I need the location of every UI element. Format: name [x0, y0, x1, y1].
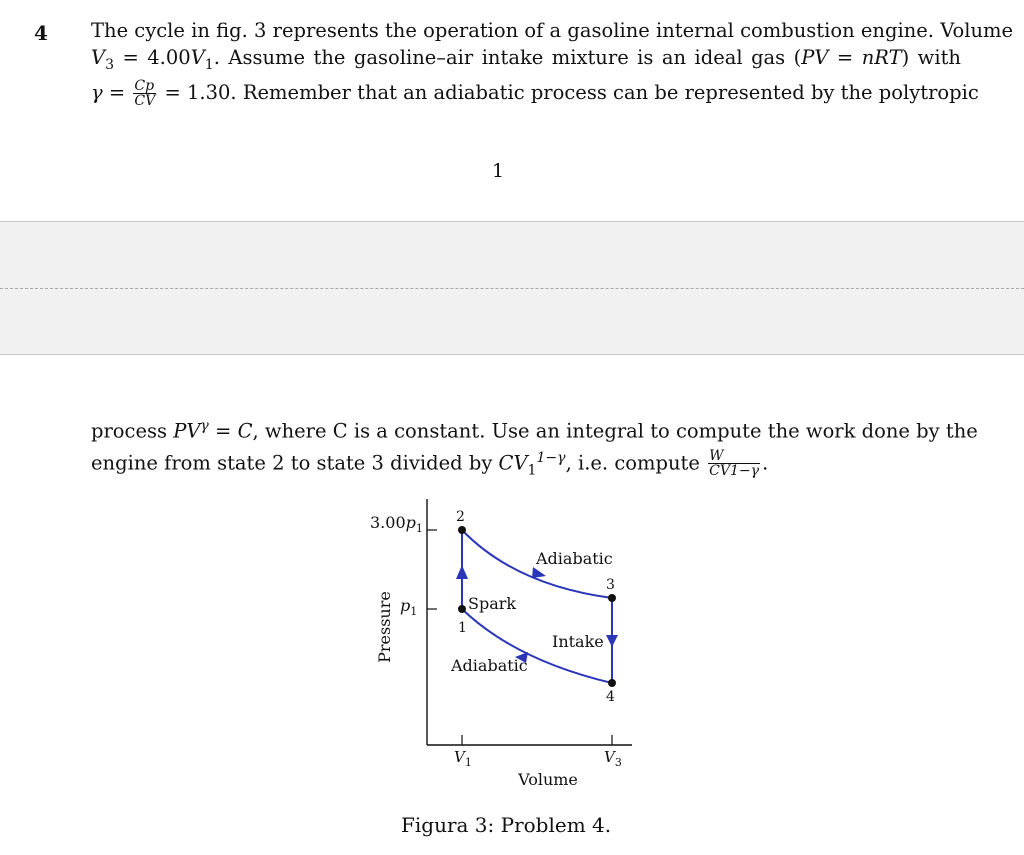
statement-line-5: engine from state 2 to state 3 divided by $CV_1^{1-\gamma}$, i.e. compute $\frac{W}{CV1-\gamma}$ .: [91, 447, 769, 479]
problem-number: 4: [34, 21, 48, 45]
state-label-2: 2: [456, 509, 465, 525]
statement-line-1: The cycle in fig. 3 represents the operation of a gasoline internal combustion engine. Volume: [91, 19, 1014, 42]
statement-line-4: process $PV^\gamma = C$, where C is a constant. Use an integral to compute the work done by the: [91, 418, 978, 443]
spark-arrow-icon: [456, 565, 468, 579]
state-point-2: [458, 526, 466, 534]
statement-line-3: γ = $\frac{Cp}{CV}$ = 1.30. Remember that an adiabatic process can be represented by the polytropic: [91, 77, 979, 109]
y-axis-label: Pressure: [375, 591, 394, 663]
state-point-1: [458, 605, 466, 613]
adiabatic-bottom-label: Adiabatic: [451, 656, 528, 675]
state-label-3: 3: [606, 577, 615, 593]
intake-arrow-icon: [606, 635, 618, 647]
y-tick-low-label: $p_1$: [400, 596, 418, 618]
y-tick-high-label: $3.00p_1$: [370, 513, 423, 535]
page-break-divider: [0, 288, 1024, 289]
state-point-3: [608, 594, 616, 602]
expansion-arrow-icon: [532, 567, 546, 578]
state-point-4: [608, 679, 616, 687]
statement-line-2: $V_3 = 4.00V_1$. Assume the gasoline–air intake mixture is an ideal gas (PV = nRT) with: [91, 46, 961, 73]
page-break: [0, 221, 1024, 355]
x-tick-left-label: $V_1$: [454, 748, 472, 769]
problem-statement-top: [91, 17, 1014, 109]
x-axis-label: Volume: [518, 770, 578, 789]
state-label-1: 1: [458, 620, 467, 636]
state-label-4: 4: [606, 689, 615, 705]
pv-diagram: [350, 485, 650, 805]
adiabatic-top-label: Adiabatic: [536, 549, 613, 568]
spark-label: Spark: [468, 594, 517, 613]
x-tick-right-label: $V_3$: [604, 748, 622, 769]
gamma-fraction: $\frac{Cp}{CV}$: [134, 77, 156, 109]
page-number: 1: [492, 160, 505, 182]
figure-caption: Figura 3: Problem 4.: [401, 813, 612, 837]
problem-statement-bottom: [91, 413, 978, 484]
work-fraction: $\frac{W}{CV1-\gamma}$: [709, 447, 760, 479]
intake-label: Intake: [552, 632, 604, 651]
